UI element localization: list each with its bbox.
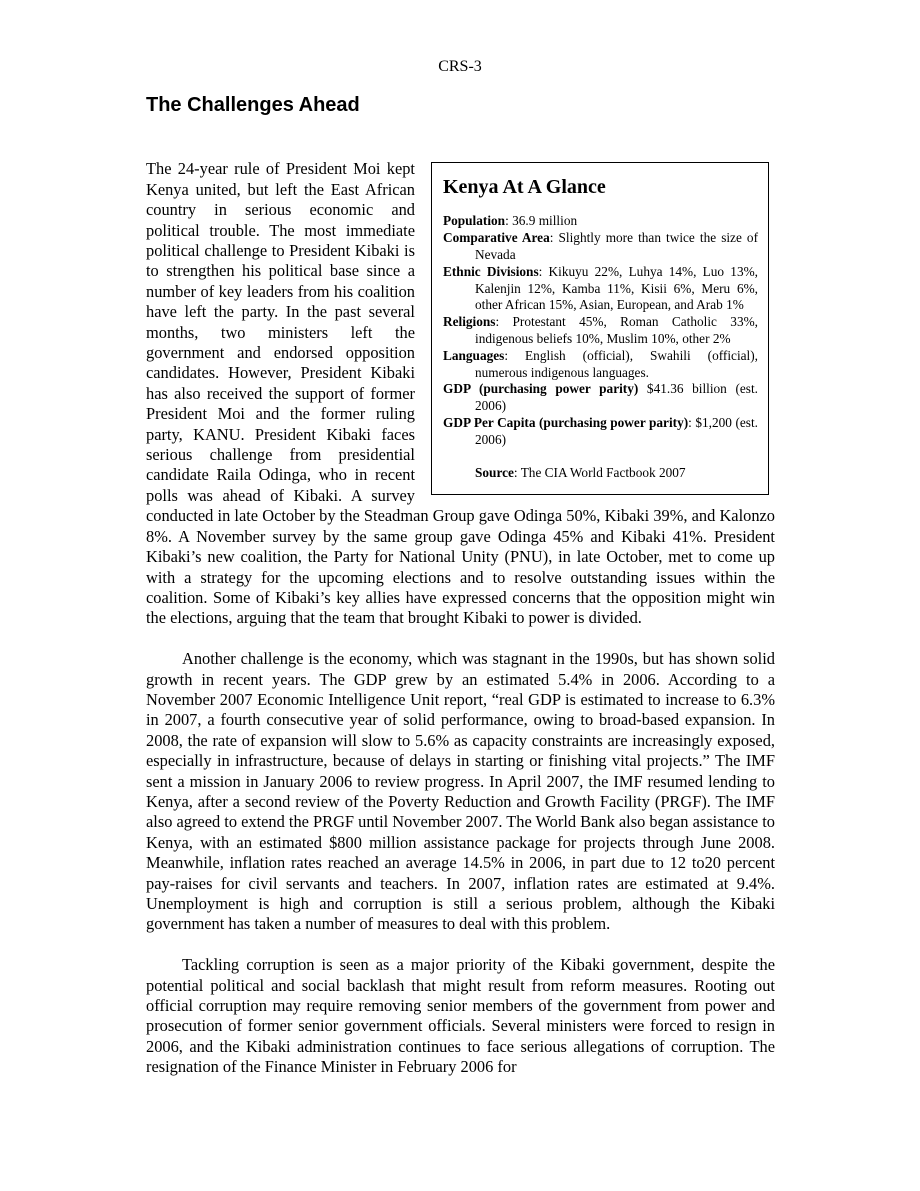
kenya-at-a-glance-box [431, 162, 769, 495]
glance-label: GDP Per Capita (purchasing power parity) [443, 414, 689, 430]
glance-entry-religions: Religions: Protestant 45%, Roman Catholic 33%, indigenous beliefs 10%, Muslim 10%, other 2% [443, 314, 758, 346]
glance-label: Comparative Area [443, 230, 550, 246]
section-heading: The Challenges Ahead [146, 94, 360, 116]
page-header: CRS-3 [438, 58, 482, 75]
paragraph-3: Tackling corruption is seen as a major priority of the Kibaki government, despite the potential political and social backlash that might result from reform measures. Rooting out official corruption may require removing senior members of the government from power and prosecution of former senior government officials. Several ministers were forced to resign in 2006, and the Kibaki administration continues to face serious allegations of corruption. The resignation of the Finance Minister in February 2006 for [146, 955, 775, 1077]
glance-label: Ethnic Divisions [443, 263, 539, 279]
glance-entry-gdp-per-capita: GDP Per Capita (purchasing power parity): $1,200 (est. 2006) [443, 414, 758, 447]
glance-value: Slightly more than twice the size of Nevada [475, 230, 758, 262]
glance-label: Languages [443, 347, 505, 363]
glance-value: English (official), Swahili (official), numerous indigenous languages. [475, 347, 758, 380]
glance-box-title: Kenya At A Glance [443, 176, 606, 199]
glance-label: GDP (purchasing power parity) [443, 381, 639, 397]
glance-value: Kikuyu 22%, Luhya 14%, Luo 13%, Kalenjin 12%, Kamba 11%, Kisii 6%, Meru 6%, other African 15%, Asian, European, and Arab 1% [475, 263, 758, 313]
glance-label: Religions [443, 314, 496, 330]
glance-entry-comparative-area: Comparative Area: Slightly more than twice the size of Nevada [443, 230, 758, 262]
glance-value: $41.36 billion (est. 2006) [475, 381, 758, 414]
glance-entry-gdp [443, 381, 758, 415]
paragraph-2: Another challenge is the economy, which was stagnant in the 1990s, but has shown solid growth in recent years. The GDP grew by an estimated 5.4% in 2006. According to a November 2007 Economic Intelligence Unit report, “real GDP is estimated to increase to 6.3% in 2007, a fourth consecutive year of solid performance, owing to broad-based expansion. In 2008, the rate of expansion will slow to 5.6% as capacity constraints are increasingly exposed, especially in infrastructure, because of delays in starting or finishing vital projects.” The IMF sent a mission in January 2006 to review progress. In April 2007, the IMF resumed lending to Kenya, after a second review of the Poverty Reduction and Growth Facility (PRGF). The IMF also agreed to extend the PRGF until November 2007. The World Bank also began assistance to Kenya, with an estimated $800 million assistance package for projects through June 2008. Meanwhile, inflation rates reached an average 14.5% in 2006, in part due to 12 to20 percent pay-raises for civil servants and teachers. In 2007, inflation rates are estimated at 9.4%. Unemployment is high and corruption is still a serious problem, although the Kibaki government has taken a number of measures to deal with this problem. [146, 649, 775, 934]
glance-value: 36.9 million [512, 213, 578, 229]
glance-entry-ethnic-divisions: Ethnic Divisions: Kikuyu 22%, Luhya 14%, Luo 13%, Kalenjin 12%, Kamba 11%, Kisii 6%, Meru 6%, other African 15%, Asian, European, and Arab 1% [443, 263, 758, 313]
glance-label: Population [443, 213, 506, 229]
glance-value: $1,200 (est. 2006) [475, 414, 758, 447]
glance-entry-languages: Languages: English (official), Swahili (official), numerous indigenous languages. [443, 347, 758, 380]
glance-value: Protestant 45%, Roman Catholic 33%, indigenous beliefs 10%, Muslim 10%, other 2% [475, 314, 758, 346]
glance-source-value: The CIA World Factbook 2007 [520, 464, 686, 480]
glance-source: Source: The CIA World Factbook 2007 [475, 464, 686, 480]
paragraph-1-text: The 24-year rule of President Moi kept Kenya united, but left the East African country in serious economic and political trouble. The most immediate political challenge to President Kibaki is to strengthen his political base since a number of key leaders from his coalition have left the party. In the past several months, two ministers left the government and endorsed opposition candidates. However, President Kibaki has also received the support of former President Moi and the former ruling party, KANU. President Kibaki faces serious challenge from presidential candidate Raila Odinga, who in recent polls was ahead of Kibaki. A survey conducted in late October by the Steadman Group gave Odinga 50%, Kibaki 39%, and Kalonzo 8%. A November survey by the same group gave Odinga 45% and Kibaki 41%. President Kibaki’s new coalition, the Party for National Unity (PNU), in late October, met to come up with a strategy for the upcoming elections and to resolve outstanding issues within the coalition. Some of Kibaki’s key allies have expressed concerns that the opposition might win the elections, arguing that the team that brought Kibaki to power is divided. [146, 159, 775, 628]
glance-source-label: Source [475, 464, 514, 480]
article-body [146, 139, 775, 1098]
glance-entry-population: Population: 36.9 million [443, 213, 578, 229]
